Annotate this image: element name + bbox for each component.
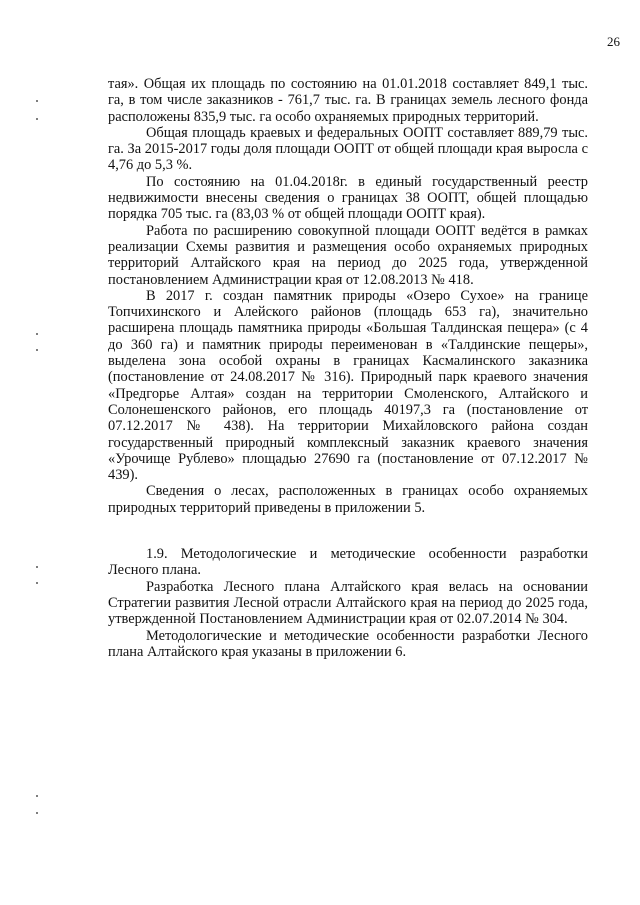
section-heading: 1.9. Методологические и методические особенности разработки Лесного плана. bbox=[108, 546, 588, 579]
scan-speck bbox=[36, 582, 38, 584]
scan-speck bbox=[36, 795, 38, 797]
scan-speck bbox=[36, 349, 38, 351]
scan-speck bbox=[36, 118, 38, 120]
paragraph: Разработка Лесного плана Алтайского края велась на основании Стратегии развития Лесной отрасли Алтайского края на период до 2025 года, утвержденной Постановлением Администрации края от 02.07.2014 № 304. bbox=[108, 578, 588, 628]
document-body bbox=[108, 76, 588, 660]
paragraph: Методологические и методические особенности разработки Лесного плана Алтайского края указаны в приложении 6. bbox=[108, 627, 588, 660]
paragraph: Работа по расширению совокупной площади ООПТ ведётся в рамках реализации Схемы развития и размещения особо охраняемых природных территорий Алтайского края на период до 2025 года, утвержденной постановлением Администрации края от 12.08.2013 № 418. bbox=[108, 222, 588, 288]
paragraph: В 2017 г. создан памятник природы «Озеро Сухое» на границе Топчихинского и Алейского районов (площадь 653 га), значительно расширена площадь памятника природы «Большая Талдинская пещера» (с 4 до 360 га) и памятник природы переименован в «Талдинские пещеры», выделена зона особой охраны в границах Касмалинского заказника (постановление от 24.08.2017 № 316). Природный парк краевого значения «Предгорье Алтая» создан на территории Смоленского, Алтайского и Солонешенского районов, его площадь 40197,3 га (постановление от 07.12.2017 № 438). На территории Михайловского района создан государственный природный комплексный заказник краевого значения «Урочище Рублево» площадью 27690 га (постановление от 07.12.2017 № 439). bbox=[108, 287, 588, 484]
paragraph: тая». Общая их площадь по состоянию на 01.01.2018 составляет 849,1 тыс. га, в том числе заказников - 761,7 тыс. га. В границах земель лесного фонда расположены 835,9 тыс. га особо охраняемых природных территорий. bbox=[108, 76, 588, 125]
scan-speck bbox=[36, 566, 38, 568]
paragraph: Сведения о лесах, расположенных в границах особо охраняемых природных территорий приведены в приложении 5. bbox=[108, 483, 588, 516]
scan-speck bbox=[36, 333, 38, 335]
scan-speck bbox=[36, 100, 38, 102]
page-number: 26 bbox=[607, 34, 620, 49]
scan-speck bbox=[36, 812, 38, 814]
paragraph: Общая площадь краевых и федеральных ООПТ составляет 889,79 тыс. га. За 2015-2017 годы доля площади ООПТ от общей площади края выросла с 4,76 до 5,3 %. bbox=[108, 124, 588, 174]
paragraph: По состоянию на 01.04.2018г. в единый государственный реестр недвижимости внесены сведения о границах 38 ООПТ, общей площадью порядка 705 тыс. га (83,03 % от общей площади ООПТ края). bbox=[108, 173, 588, 223]
